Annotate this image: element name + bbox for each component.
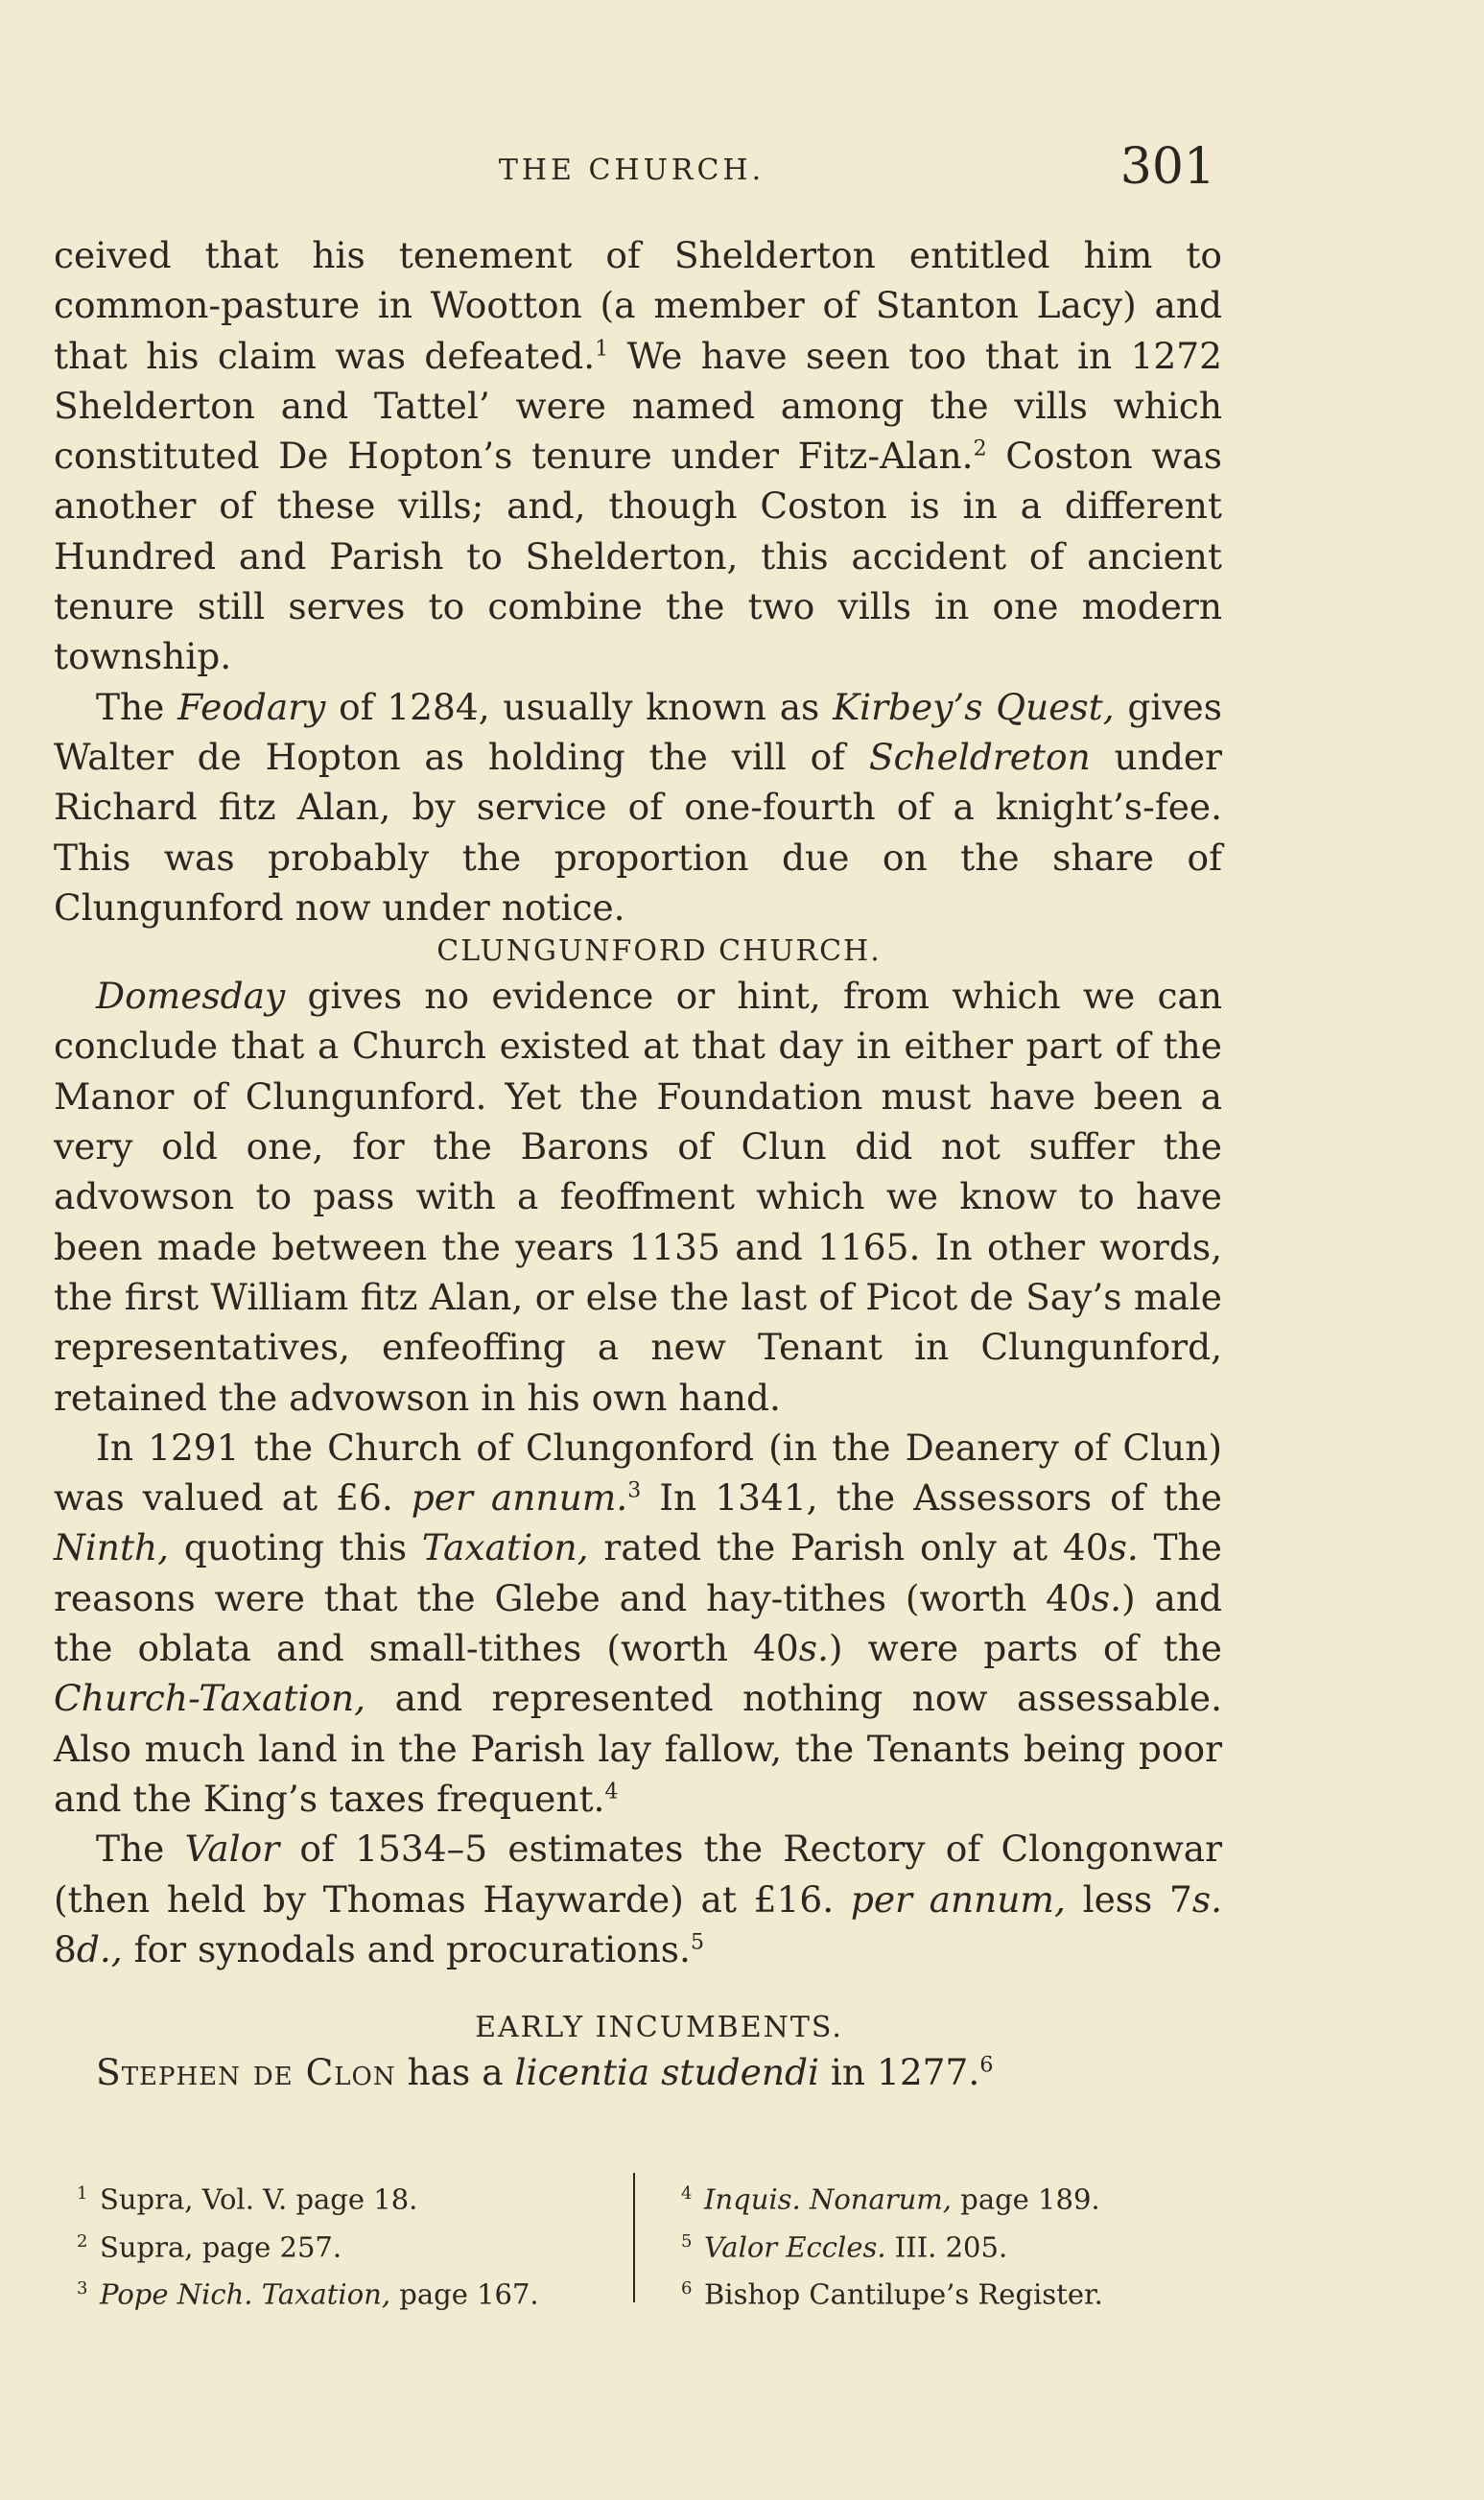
paragraph bbox=[54, 1423, 1222, 1824]
italic-run: d., bbox=[76, 1927, 123, 1970]
paragraph bbox=[54, 682, 1222, 932]
italic-run: Scheldreton bbox=[868, 735, 1091, 778]
text-run: We have seen too that in 1272 Shelderton and Tattel’ were named among the vills which constituted De Hopton’s tenure under Fitz-Alan. bbox=[54, 334, 1222, 478]
text-run: under Richard fitz Alan, by service of one-fourth of a knight’s-fee. This was probably the proportion due on the share of Clungunford now under notice. bbox=[54, 735, 1222, 929]
running-head: THE CHURCH. bbox=[498, 153, 766, 187]
section-heading: EARLY INCUMBENTS. bbox=[475, 2011, 843, 2045]
footnote-text: page 167. bbox=[390, 2277, 539, 2311]
footnotes-left-column bbox=[77, 2173, 614, 2316]
footnote-text: Supra, Vol. V. page 18. bbox=[100, 2182, 418, 2216]
italic-run: s. bbox=[1091, 1576, 1122, 1619]
footnote-number: 2 bbox=[77, 2230, 88, 2252]
footnote bbox=[681, 2221, 1218, 2269]
footnote-divider bbox=[633, 2173, 635, 2302]
incumbent-name: Stephen de Clon bbox=[96, 2051, 396, 2094]
footnote-text: Bishop Cantilupe’s Register. bbox=[704, 2277, 1103, 2311]
italic-run: Church-Taxation, bbox=[54, 1677, 366, 1720]
footnote bbox=[77, 2268, 614, 2316]
italic-run: Ninth, bbox=[54, 1526, 170, 1569]
paragraph bbox=[54, 230, 1222, 682]
text-run: quoting this bbox=[169, 1526, 422, 1569]
italic-run: Feodary bbox=[177, 685, 326, 728]
text-run: ceived that his tenement of Shelderton entitled him to common-pasture in Wootton (a member of Stanton Lacy) and that his claim was defeated. bbox=[54, 234, 1222, 377]
footnote-ref: 1 bbox=[595, 337, 609, 362]
italic-run: per annum. bbox=[411, 1476, 628, 1520]
text-run: gives no evidence or hint, from which we can conclude that a Church existed at that day in either part of the Manor of Clungunford. Yet the Foundation must have been a very old one, for the Barons of Clun did not suffer the advowson to pass with a feoffment which we know to have been made between the years 1135 and 1165. In other words, the first William fitz Alan, or else the last of Picot de Say’s male representatives, enfeoffing a new Tenant in Clungunford, retained the advowson in his own hand. bbox=[54, 975, 1222, 1419]
text-run: ) were parts of the bbox=[828, 1627, 1222, 1670]
footnotes-right-column bbox=[681, 2173, 1218, 2316]
footnote-number: 4 bbox=[681, 2183, 693, 2204]
text-run: less 7 bbox=[1065, 1877, 1192, 1921]
footnote-ref: 3 bbox=[627, 1478, 642, 1503]
text-run: and represented nothing now assessable. Also much land in the Parish lay fallow, the Tenants being poor and the King’s taxes frequent. bbox=[54, 1677, 1222, 1820]
text-run: gives Walter de Hopton as holding the vill of bbox=[54, 685, 1222, 778]
footnote-number: 3 bbox=[77, 2278, 88, 2300]
footnote-ref: 4 bbox=[604, 1780, 619, 1804]
page-number: 301 bbox=[1119, 138, 1215, 196]
text-run: in 1277. bbox=[818, 2051, 980, 2094]
footnote bbox=[681, 2173, 1218, 2221]
text-run: In 1341, the Assessors of the bbox=[641, 1476, 1222, 1520]
text-run: In 1291 the Church of Clungonford (in the Deanery of Clun) was valued at £6. bbox=[54, 1426, 1222, 1520]
footnote-ref: 6 bbox=[979, 2053, 994, 2078]
text-run: 8 bbox=[54, 1927, 77, 1970]
text-run: Coston was another of these vills; and, though Coston is in a different Hundred and Parish to Shelderton, this accident of ancient tenure still serves to combine the two vills in one modern township. bbox=[54, 435, 1222, 678]
footnote-text: page 189. bbox=[952, 2182, 1100, 2216]
footnote bbox=[77, 2173, 614, 2221]
paragraph bbox=[54, 971, 1222, 1423]
text-run: ) and the oblata and small-tithes (worth 40 bbox=[54, 1576, 1222, 1670]
italic-run: Kirbey’s Quest, bbox=[833, 685, 1115, 728]
page-header bbox=[0, 134, 1484, 196]
italic-run: Domesday bbox=[96, 975, 286, 1018]
text-run: of 1284, usually known as bbox=[325, 685, 834, 728]
footnote-text: III. 205. bbox=[885, 2230, 1008, 2264]
section-heading: CLUNGUNFORD CHURCH. bbox=[436, 934, 882, 969]
text-run: rated the Parish only at 40 bbox=[588, 1526, 1109, 1569]
text-run: of 1534–5 estimates the Rectory of Clongonwar (then held by Thomas Haywarde) at £16. bbox=[54, 1828, 1222, 1921]
text-run: The bbox=[96, 685, 178, 728]
footnote-number: 1 bbox=[77, 2183, 88, 2204]
text-run: for synodals and procurations. bbox=[122, 1927, 691, 1970]
italic-run: s. bbox=[1191, 1877, 1222, 1921]
footnote bbox=[77, 2221, 614, 2269]
italic-run: s. bbox=[1108, 1526, 1139, 1569]
footnote-italic: Inquis. Nonarum, bbox=[704, 2182, 953, 2216]
italic-run: per annum, bbox=[850, 1877, 1066, 1921]
footnotes bbox=[77, 2173, 1161, 2311]
footnote-italic: Pope Nich. Taxation, bbox=[100, 2277, 391, 2311]
footnote-number: 5 bbox=[681, 2230, 693, 2252]
paragraph bbox=[54, 2047, 1222, 2097]
footnote-italic: Valor Eccles. bbox=[704, 2230, 886, 2264]
footnote-text: Supra, page 257. bbox=[100, 2230, 342, 2264]
italic-run: licentia studendi bbox=[514, 2051, 819, 2094]
footnote-number: 6 bbox=[681, 2278, 693, 2300]
body-text bbox=[54, 230, 1222, 2097]
text-run: has a bbox=[395, 2051, 515, 2094]
italic-run: Valor bbox=[184, 1828, 280, 1871]
footnote-ref: 5 bbox=[690, 1930, 704, 1955]
footnote-ref: 2 bbox=[973, 436, 987, 461]
paragraph bbox=[54, 1824, 1222, 1974]
italic-run: Taxation, bbox=[421, 1526, 589, 1569]
italic-run: s. bbox=[798, 1627, 829, 1670]
text-run: The reasons were that the Glebe and hay-tithes (worth 40 bbox=[54, 1526, 1222, 1619]
text-run: The bbox=[96, 1828, 185, 1871]
footnote bbox=[681, 2268, 1218, 2316]
